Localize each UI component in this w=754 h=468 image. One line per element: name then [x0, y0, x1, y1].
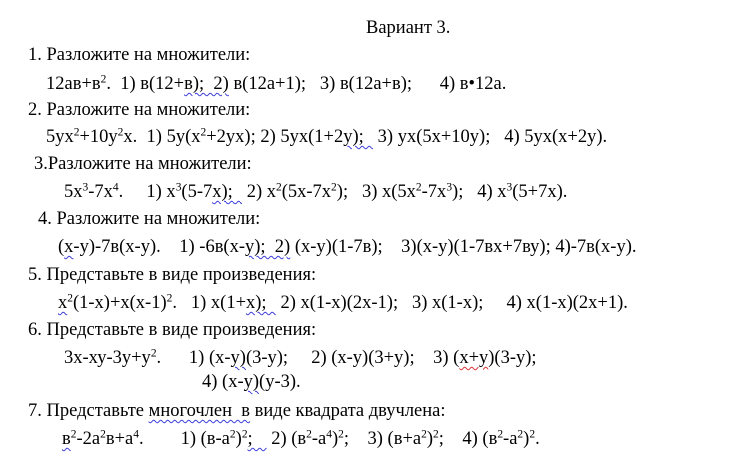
task-3-heading: 3.Разложите на множители: — [34, 154, 252, 174]
task-6-option-4: 4) (х-у)(у-3). — [202, 372, 301, 392]
task-4-heading: 4. Разложите на множители: — [38, 209, 261, 229]
task-6-body: $3х-ху-3у+у^2$. 1) (х-у)(3-у); 2) (х-у)(3+у); 3) (х+у)(3-у); — [64, 347, 537, 368]
task-5-body: $х^2(1-х)+х(х-1)^2$. 1) х(1+х); 2) х(1-х)(2х-1); 3) х(1-х); 4) х(1-х)(2х+1). — [58, 292, 628, 313]
task-7-heading: 7. Представьте многочлен в виде квадрата двучлена: — [28, 401, 446, 421]
task-5-heading: 5. Представьте в виде произведения: — [28, 265, 317, 285]
task-7-body: $в^2-2а^2в+а^4$. 1) $(в-а^2)^2$; 2) $(в^2-а^4)^2$; 3) $(в+а^2)^2$; 4) $(в^2-а^2)^2$. — [62, 428, 540, 449]
task-6-heading: 6. Представьте в виде произведения: — [28, 320, 317, 340]
page-title: Вариант 3. — [366, 18, 451, 38]
task-3-body: $5х^3-7х^4$. 1) $х^3(5-7х)$; 2) $х^2(5х-7х^2)$; 3) $х(5х^2-7х^3)$; 4) $х^3(5+7х)$. — [64, 181, 568, 202]
task-1-heading: 1. Разложите на множители: — [28, 45, 251, 65]
task-2-heading: 2. Разложите на множители: — [28, 100, 251, 120]
task-2-body: $5ух^2+10у^2х$. 1) $5у(х^2+2ух)$; 2) 5ух(1+2у); 3) ух(5х+10у); 4) 5ух(х+2у). — [46, 126, 608, 147]
task-4-body: (х-у)-7в(х-у). 1) -6в(х-у); 2) (х-у)(1-7в); 3)(х-у)(1-7вх+7ву); 4)-7в(х-у). — [58, 237, 637, 257]
task-1-body: $12ав+в^2$. 1) в(12+в); 2) в(12а+1); 3) в(12а+в); 4) в•12а. — [46, 73, 507, 94]
